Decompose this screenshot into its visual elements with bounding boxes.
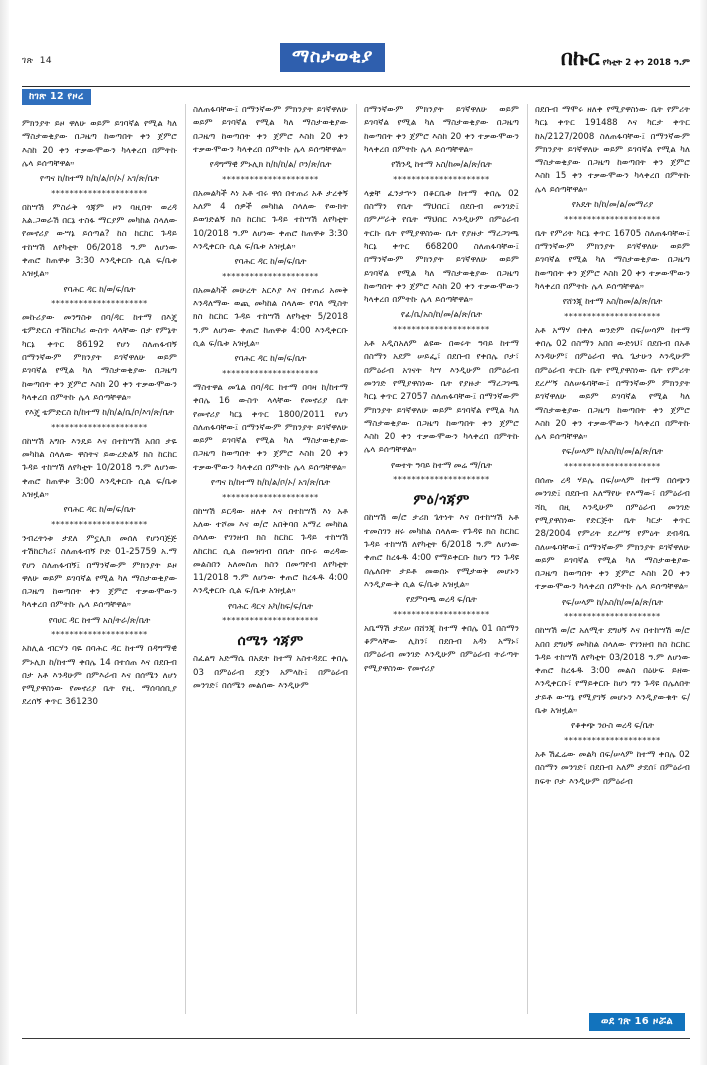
notice-divider: *********************: [222, 368, 319, 378]
notice-body: ምክንያት ይዞ ዋለሁ ወይም ይገባኛል የሚል ካለ ማስታወቂያው በጋዜጣ ከወጣበት ቀን ጀምሮ እስከ 20 ቀን ተቃውሞውን ካላቀረበ በምትኩ ሌላ ይሰጣቸዋል።: [22, 119, 177, 169]
notice-signature: የወተት ዓባይ ከተማ መሬ ማ/ቤት: [390, 459, 493, 470]
folio: [22, 56, 52, 66]
notice-body: አቶ ሽፈሬው መልካ በፍ/ሠላም ከተማ ቀበሌ 02 በስማን መንገድ፣ በደቡብ አለም ታደሰ፣ በምዕራብ ክፍት ቦታ እንዲሁም በምዕራብ: [535, 749, 690, 787]
page-header: [22, 40, 690, 86]
column-3: [364, 104, 519, 1014]
column-1: [22, 118, 177, 1028]
notice-body: በከሣሽ ወ/ሮ ታሪክ ጌትነት እና በተከሣሽ አቶ ተመስገን ዘሩ መካከል ስላለው የጉዳዩ ክስ ከርከር ጉዳይ ተከሣሽ ለየካቲት 6/2018 ዓ.ም ለሆነው ቀጠሮ ከረፋዱ 4:00 የማይቀርቡ ከሆነ ግን ጉዳዩ በሌለበት ታይቶ መወሰኑ የሚታወቅ መሆኑን እንዲያውቅ ሲል ፍ/ቤቱ አዝዟል።: [364, 513, 519, 590]
notice-block: [22, 118, 177, 185]
section-heading: ሰሜን ጎጃም: [237, 633, 304, 650]
notice-body: በማንኛውም ምክንያት ይገኛዋለሁ ወይም ይገባኛል የሚል ካለ ማስታወቂያው በጋዜጣ ከወጣበት ቀን ጀምሮ እስከ 20 ቀን ተቃውሞውን ካላቀረበ በምትኩ ሌላ ይሰጣቸዋል።: [364, 105, 519, 155]
notice-signature: የባሕር ዳርና አካ/ከፍ/ፍ/ቤት: [227, 600, 314, 611]
notice-signature: የፊ/ቤ/አስ/ከ/መ/ል/ጽ/ቤት: [400, 309, 483, 320]
notice-signature: የፍ/ሠላም ከ/አስ/ከ/መ/ል/ጽ/ቤት: [561, 596, 664, 607]
notice-signature: የጣና ከ/ከተማ ከ/ከ/ል/ቦ/ኦ/ አገ/ጽ/ቤት: [39, 173, 160, 184]
section-heading: ምዕ/ጎጃም: [413, 492, 470, 509]
notice-signature: የባሕር ዳር ከ/ወ/ፍ/ቤት: [234, 353, 307, 364]
notice-body: አከሊል ብርሃን ባዬ በባሕር ዳር ከተማ በዳግማዊ ምኑሊክ ከ/ከተማ ቀበሌ 14 በተሰጠ እና በደቡብ በታ አቶ እንዳሁም በምእራብ እና በሰሜን ለሆነ የሚያዋስነው የመኖሪያ ቤት የዚ. ማሰባሰቢያ ደረሰኝ ቀጥር 361230: [22, 644, 177, 708]
notice-divider: *********************: [564, 214, 661, 224]
notice-body: በደቡብ ማሞሩ ዘለቀ የሚያዋስነው ቤት የምሪት ካርኔ ቀጥር 191488 እና ካርታ ቀጥር ከአ/2127/2008 ስለጠፋባቸው፤ በማንኛውም ምክንያት ይገኛዋለሁ ወይም ይገባኛል የሚል ካለ ማስታወቂያው በጋዜጣ ከወጣበት ቀን ጀምሮ እስከ 15 ቀን ተቃውሞውን ካላቀረበ በምትኩ ሌላ ይሰጣቸዋል።: [535, 105, 690, 195]
notice-body: ቤት የምሪት ካርኔ ቀጥር 16705 ስለጠፋባቸው፤ በማንኛውም ምክንያት ይገኛዋለሁ ወይም ይገባኛል የሚል ካለ ማስታወቂያው በጋዜጣ ከወጣበት ቀን ጀምሮ እስከ 20 ቀን ተቃውሞውን ካላቀረበ በምትኩ ሌላ ይሰጣቸዋል።: [535, 228, 690, 292]
notice-divider: *********************: [222, 174, 319, 184]
notice-signature: የጣና ከ/ከተማ ከ/ከ/ል/ቦ/ኦ/ አገ/ጽ/ቤት: [210, 477, 331, 488]
notice-block: [193, 285, 348, 365]
column-divider-3: [527, 104, 528, 1014]
notice-block: [364, 188, 519, 321]
notice-body: ማስተዋል መጌል በባ/ዳር ከተማ በባዛ ከ/ከተማ ቀበሌ 16 ውስጥ ላላቸው የመኖሪያ ቤት የመኖሪያ ካርኔ ቀጥር 1800/2011 የሆነ ስለጠፋባቸው፤ በማንኛውም ምክንያት ይገኛዋለሁ ወይም ይገባኛል የሚል ካለ ማስታወቂያው በጋዜጣ ከወጣበት ቀን ጀምሮ እስከ 20 ቀን ተቃውሞውን ካላቀረበ በምትኩ ሌላ ይሰጣቸዋል።: [193, 382, 348, 473]
notice-block: [22, 436, 177, 516]
notice-body: አቶ አዲስአለም ልዩው በወሩት ዓባይ ከተማ በስማን አደም ሠይፌ፣ በደቡብ የቀበሌ ቦታ፣ በምዕራብ አገናት ካሣ እንዲሁም በምዕራብ መንገድ የሚያዋስነው ቤት የያዙታ ማረጋገጫ ካርኔ ቀጥር 27057 ስለጠፋባቸው፤ በማንኛውም ምክንያት ይገኛዋለሁ ወይም ይገባኛል የሚል ካለ ማስታወቂያው በጋዜጣ ከወጣበት ቀን ጀምሮ እስከ 20 ቀን ተቃውሞውን ካላቀረበ በምትኩ ሌላ ይሰጣቸዋል።: [364, 339, 519, 456]
notice-divider: *********************: [51, 519, 148, 529]
notice-signature: የዳግማዊ ምኑሊክ ከ/ከ/ከ/ል/ ቦን/ጽ/ቤት: [209, 159, 332, 170]
notice-divider: *********************: [51, 630, 148, 640]
notice-body: ላቋቸ ፈንታኍን በቆርቤቱ ከተማ ቀበሌ 02 በስማን የቤት ማህበር፤ በደቡብ መንገድ፤ በምሥራቅ የቤት ማህበር እንዲሁም በምዕራብ ትርኩ ቤት የሚያዋስነው ቤት የያዙታ ማረጋገጫ ካርኔ ቀጥር 668200 ስለጠፋባቸው፤ በማንኛውም ምክንያት ይገኛዋለሁ ወይም ይገባኛል የሚል ካለ ማስታወቂያው በጋዜጣ ከወጣበት ቀን ጀምሮ እስከ 20 ቀን ተቃውሞውን ካላቀረበ በምትኩ ሌላ ይሰጣቸዋል።: [364, 188, 519, 306]
notice-signature: የሸንጂ ከተማ አስ/ከመ/ል/ጽ/ቤት: [562, 296, 663, 307]
notice-body: አቶ አማሃ በቀለ ወንድም በፍ/ሠሳም ከተማ ቀበሌ 02 በስማን አበበ ውድነህ፣ በደቡብ በአቶ እንዳሁም፣ በምዕራብ ዋሴ ጌታሁን እንዲሁም በምዕራብ ትርኩ ቤት የሚያዋስነው ቤት የምሪት ደረሥኝ ስለሠፋባቸው፤ በማንኛውም ምክንያት ይገኛዋለሁ ወይም ይገባኛል የሚል ካለ ማስታወቂያው በጋዜጣ ከወጣበት ቀን ጀምሮ እስከ 20 ቀን ተቃውሞውን ካላቀረበ በምትኩ ሌላ ይሰጣቸዋል።: [535, 325, 690, 443]
notice-block: [193, 653, 348, 693]
notice-divider: *********************: [564, 462, 661, 472]
notice-block: [364, 338, 519, 471]
issue-date: የካቲት 2 ቀን 2018 ዓ.ም: [602, 58, 690, 68]
notice-body: በከሣሽ ይርዳው ዘለቀ እና በተከሣሽ እነ አቶ አለው ተሾመ እና ወ/ሮ አበቅባበ አማረ መካከል ስላለው የገንዘብ ክስ ከርከር ጉዳይ ተከሣሽ ለከርከር ሲል በመዝገብ በቤት በቡሩ ወረዳው መልስበን አለመስጠ ክስን በመጣየብ ለየካቲት 11/2018 ዓ.ም ለሆነው ቀጠሮ ከረፋዱ 4:00 እንዲቀርቡ ሲል ፍ/ቤቱ አዝዟል።: [193, 506, 348, 597]
notice-body: አቤማሽ ታደሠ በሸንጂ ከተማ ቀበሌ 01 በስማን ቆምላቸው ሊከን፣ በደቡብ አዳነ አማኑ፣ በምዕራብ መንገድ እንዲሁም በምዕራብ ትራጣት የሚያዋስነው የመኖሪያ: [364, 623, 519, 674]
notice-body: በከሣሽ አግቡ እንዴይ እና በተከሣሽ አበበ ታዬ መካከል ስላለው ዋስትና ይውረድልኝ ክስ ከርከር ጉዳይ ተከሣሽ ለየካቲት 10/2018 ዓ.ም ለሆነው ቀጠሮ ከጠዋቱ 3:00 እንዲቀርቡ ሲል ፍ/ቤቱ አዝዟል።: [22, 436, 177, 501]
notice-divider: *********************: [222, 271, 319, 281]
notice-block: [535, 749, 690, 789]
notice-signature: የእጄ ቴምድርስ ከ/ከተማ ከ/ከ/ል/ቤ/ቦ/እገ/ጽ/ቤት: [24, 407, 175, 418]
notice-divider: *********************: [564, 311, 661, 321]
notice-divider: *********************: [222, 616, 319, 626]
notice-block: [193, 382, 348, 489]
notice-body: በአመልካች መሁረት አርእያ እና በተጠሪ አመቅ እንዳለማው ወጪ መካከል ስላለው የባለ ሚስት ክስ ከርከር ጉዳይ ተከሣሽ ለየካቲት 5/2018 ዓ.ም ለሆነው ቀጠሮ ከጠዋቱ 4:00 እንዲቀርቡ ሲል ፍ/ቤቱ አዝዟል።: [193, 285, 348, 350]
scan-edge-right: [700, 0, 707, 1065]
paper-identity: [561, 46, 690, 71]
continued-to-badge: ወደ ገጽ 16 ዞሯል: [589, 1013, 685, 1031]
notice-divider: *********************: [564, 612, 661, 622]
notice-body: በከሣሽ ወ/ሮ አለሚተ ደግሀኝ እና በተከሣሽ ወ/ሮ አበበ ደግሀኝ መካከል ስላለው የገንዘብ ክስ ከርከር ጉዳይ ተከሣሽ ለየካቲት 03/2018 ዓ.ም ለሆነው ቀጠሮ ከረፋዱ 3:00 መልስ በዕሁፍ ይዘው እንዲቀርቡ፣ የማይቀርቡ ከሆነ ግን ጉዳዩ በሌለበት ታይቶ ውሣኔ የሚያገኝ መሆኑን እንዲያውቁት ፍ/ቤቱ አዝዟል።: [535, 626, 690, 717]
notice-signature: የባሀር ዳር ከተማ አስ/ትራ/ጽ/ቤት: [48, 614, 151, 625]
notice-body: በከሣሽ ምስራቅ ጎጃም ዞን ባዚበት ወረዳ አል.ጋወራሽ በርኔ ተስፋ ማርያም መካከል ስላለው የመኖሪያ ውሣኔ ይሰጣል? ከስ ከርከር ጉዳይ ተከሣሽ ለየካቲት 06/2018 ዓ.ም ለሆነው ቀጠሮ ከጠዋቱ 3:30 እንዲቀርቡ ሲል ፍ/ቤቱ አዝዟል።: [22, 202, 177, 280]
notice-body: መኩሪያው መንግስቱ በባ/ዳር ከተማ በእጄ ቴምድርስ ተሽከርካሪ ውስጥ ላላቸው በታ የምኔት ካርኔ ቀጥር 86192 የሆነ ስለጠፋብኝ በማንኛውም ምክንያት ይገኛዋለሁ ወይም ይገባኛል የሚል ካለ ማስታወቂያው በጋዜጣ ከወጣበት ቀን ጀምሮ እስከ 20 ቀን ተቃውሞውን ካላቀረበ በምትኩ ሌላ ይሰጣቸዋል።: [22, 313, 177, 403]
notice-block: [364, 623, 519, 676]
notice-divider: *********************: [393, 609, 490, 619]
notice-divider: *********************: [222, 492, 319, 502]
notice-block: [193, 104, 348, 171]
scan-edge-left: [0, 0, 9, 1065]
notice-divider: *********************: [393, 174, 490, 184]
column-4: [535, 104, 690, 1014]
notice-divider: *********************: [564, 735, 661, 745]
folio-label: ገጽ: [22, 56, 34, 66]
notice-block: [535, 228, 690, 308]
notice-signature: የአዴት ከ/ከ/መ/ል/መማሪያ: [571, 199, 654, 210]
notice-signature: የሽንዲ ከተማ አስ/ከመ/ል/ጽ/ቤት: [391, 159, 492, 170]
notice-signature: የባሕር ዳር ከ/ወ/ፍ/ቤት: [63, 283, 136, 294]
continued-from-badge: ከገጽ 12 የዞረ: [22, 89, 91, 105]
notice-signature: የባሕር ዳር ከ/ወ/ፍ/ቤት: [234, 256, 307, 267]
notice-block: [193, 188, 348, 268]
notice-block: [193, 506, 348, 613]
notice-block: [22, 202, 177, 295]
notice-block: [364, 104, 519, 171]
notice-body: ንብረትነቱ ታደለ ምኗሊክ መሰለ የሆነባጅጅ ተሽከርካሪ፣ ስለጠፋብኝ ኮድ 01-25759 አ.ማ የሆነ ስለጠፋብኝ፤ በማንኛውም ምክንያት ይዞ ዋለሁ ወይም ይገባኛል የሚል ካለ ማስታወቂያው በጋዜጣ ከወጣበት ቀን ጀምሮ ተቃውሞውን ካላቀረበ በምትኩ ሌላ ይሰጣቸዋል።: [22, 533, 177, 611]
notice-body: ስለጠፋባቸው፤ በማንኛውም ምክንያት ይገኛዋለሁ ወይም ይገባኛል የሚል ካለ ማስታወቂያው በጋዜጣ ከወጣበት ቀን ጀምሮ እስከ 20 ቀን ተቃውሞውን ካላቀረበ በምትኩ ሌላ ይሰጣቸዋል።: [193, 105, 348, 155]
notice-signature: የባሕር ዳር ከ/ወ/ፍ/ቤት: [63, 504, 136, 515]
notice-body: በሰጡ ረዳ ሃይሌ በፍ/ሠላም ከተማ በሰጭን መንገድ፤ በደቡብ አለማየሁ የእማው፣ በምዕራብ ሻኪ በዚ እንዲሁም በምዕራብ መንገድ የሚያዋስነው የድርጅት ቤት ካርታ ቀጥር 28/2004 የምሪት ደረሥኝ የምዕት ደብዳቤ ስለሠፋባቸው፤ በማንኛውም ምክንያት ይገኛዋለሁ ወይም ይገባኛል የሚል ካለ ማስታወቂያው በጋዜጣ ከወጣበት ቀን ጀምሮ እስከ 20 ቀን ተቃውሞውን ካላቀረበ በምትኩ ሌላ ይሰጣቸዋል።: [535, 476, 690, 593]
notice-divider: *********************: [51, 422, 148, 432]
notice-divider: *********************: [393, 325, 490, 335]
notice-block: [535, 625, 690, 732]
notice-block: [535, 325, 690, 458]
notice-signature: የቆቀጭ ንዑስ ወረዳ ፍ/ቤት: [570, 720, 655, 731]
notice-divider: *********************: [51, 188, 148, 198]
paper-name: በኩር: [560, 46, 600, 70]
notice-block: [535, 475, 690, 608]
notice-block: [22, 643, 177, 709]
notice-block: [535, 104, 690, 211]
masthead-title: ማስታወቂያ: [280, 43, 385, 72]
column-divider-2: [356, 104, 357, 1014]
notice-block: [22, 533, 177, 626]
column-divider-1: [185, 104, 186, 1014]
notice-divider: *********************: [51, 299, 148, 309]
columns-container: [22, 104, 690, 1014]
notice-body: በአመልካች እነ አቶ ብሩ ዋሰ በተጠሪ አቶ ታረቀኝ አለም 4 ሰዎች መካከል ስላለው የውክት ይወገድልኝ ክስ ከርከር ጉዳይ ተከሣሽ ለየካቲት 10/2018 ዓ.ም ለሆነው ቀጠሮ ከጠዋቱ 3:30 እንዲቀርቡ ሲል ፍ/ቤቱ አዝዟል።: [193, 188, 348, 252]
header-rule: [22, 86, 690, 87]
notice-block: [364, 512, 519, 605]
notice-signature: የደምባጫ ወረዳ ፍ/ቤት: [406, 594, 477, 605]
footer-rule: [22, 1038, 690, 1039]
notice-divider: *********************: [393, 475, 490, 485]
notice-block: [22, 312, 177, 419]
folio-number: 14: [39, 56, 53, 66]
notice-body: ስፈልግ አድማሴ በአዴት ከተማ አስተዳደር ቀበሌ 03 በምዕራብ ደጀን አምላኩ፤ በምዕራብ መንገድ፣ በሰሜን መልሰው እንዲሁም: [193, 654, 348, 691]
notice-signature: የፍ/ሠላም ከ/አስ/ከ/መ/ል/ጽ/ቤት: [561, 446, 664, 457]
column-2: [193, 104, 348, 1014]
